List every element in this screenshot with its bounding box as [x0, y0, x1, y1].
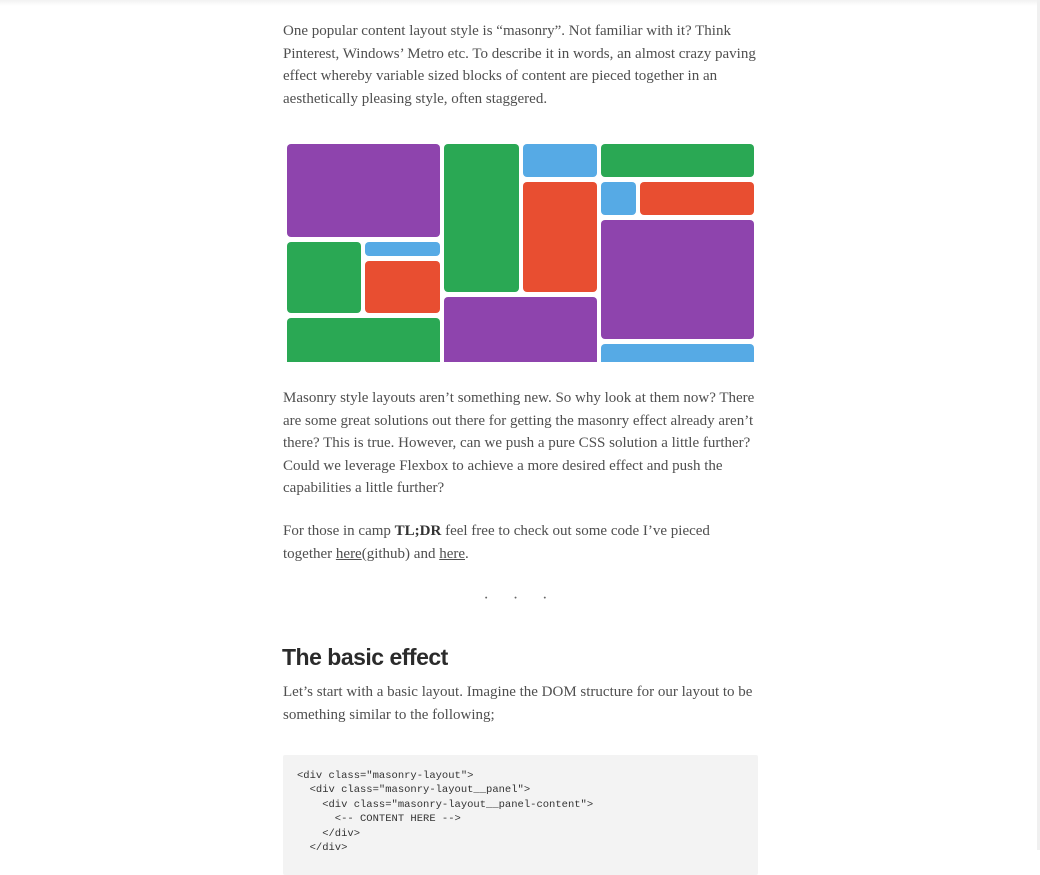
demo-link[interactable]: here: [439, 545, 466, 562]
tldr-text-before: For those in camp: [283, 523, 395, 539]
masonry-block: [601, 144, 754, 177]
tldr-bold: TL;DR: [394, 523, 442, 539]
code-block: [283, 755, 758, 875]
masonry-block: [444, 144, 519, 292]
masonry-block: [523, 182, 597, 292]
code-line: <div class="masonry-layout__panel-content">: [297, 798, 594, 811]
tldr-text-end: .: [465, 545, 469, 562]
intro-paragraph: One popular content layout style is “masonry”. Not familiar with it? Think Pinterest, Windows’ Metro etc. To describe it in words, an almost crazy paving effect whereby variable sized blocks of content are pieced together in an aesthetically pleasing style, often staggered.: [283, 23, 756, 107]
masonry-block: [523, 144, 597, 177]
masonry-figure: [283, 140, 758, 362]
code-line: <div class="masonry-layout__panel">: [297, 784, 531, 797]
masonry-block: [365, 242, 440, 256]
masonry-block: [601, 220, 754, 339]
github-link[interactable]: here: [335, 545, 362, 562]
paragraph-dom: Let’s start with a basic layout. Imagine the DOM structure for our layout to be something similar to the following;: [283, 684, 753, 723]
masonry-block: [640, 182, 754, 215]
top-shadow: [0, 0, 1040, 6]
code-line: <-- CONTENT HERE -->: [297, 813, 461, 826]
tldr-text-between: (github) and: [361, 545, 440, 562]
tldr-text-middle: feel free to check out some code I’ve pieced together: [283, 523, 710, 562]
masonry-block: [287, 318, 440, 362]
section-divider: · · ·: [483, 590, 558, 607]
code-text: [283, 755, 758, 855]
masonry-block: [287, 242, 361, 313]
masonry-block: [444, 297, 597, 362]
section-heading: The basic effect: [282, 644, 448, 670]
masonry-block: [601, 182, 636, 215]
masonry-block: [365, 261, 440, 313]
code-line: </div>: [297, 842, 348, 855]
paragraph-tldr: [283, 520, 758, 565]
masonry-block: [287, 144, 440, 237]
masonry-block: [601, 344, 754, 362]
code-line: <div class="masonry-layout">: [297, 770, 474, 782]
paragraph-why: Masonry style layouts aren’t something new. So why look at them now? There are some great solutions out there for getting the masonry effect already aren’t there? This is true. However, can we push a pure CSS solution a little further? Could we leverage Flexbox to achieve a more desired effect and push the capabilities a little further?: [283, 390, 755, 497]
code-line: </div>: [297, 827, 361, 840]
